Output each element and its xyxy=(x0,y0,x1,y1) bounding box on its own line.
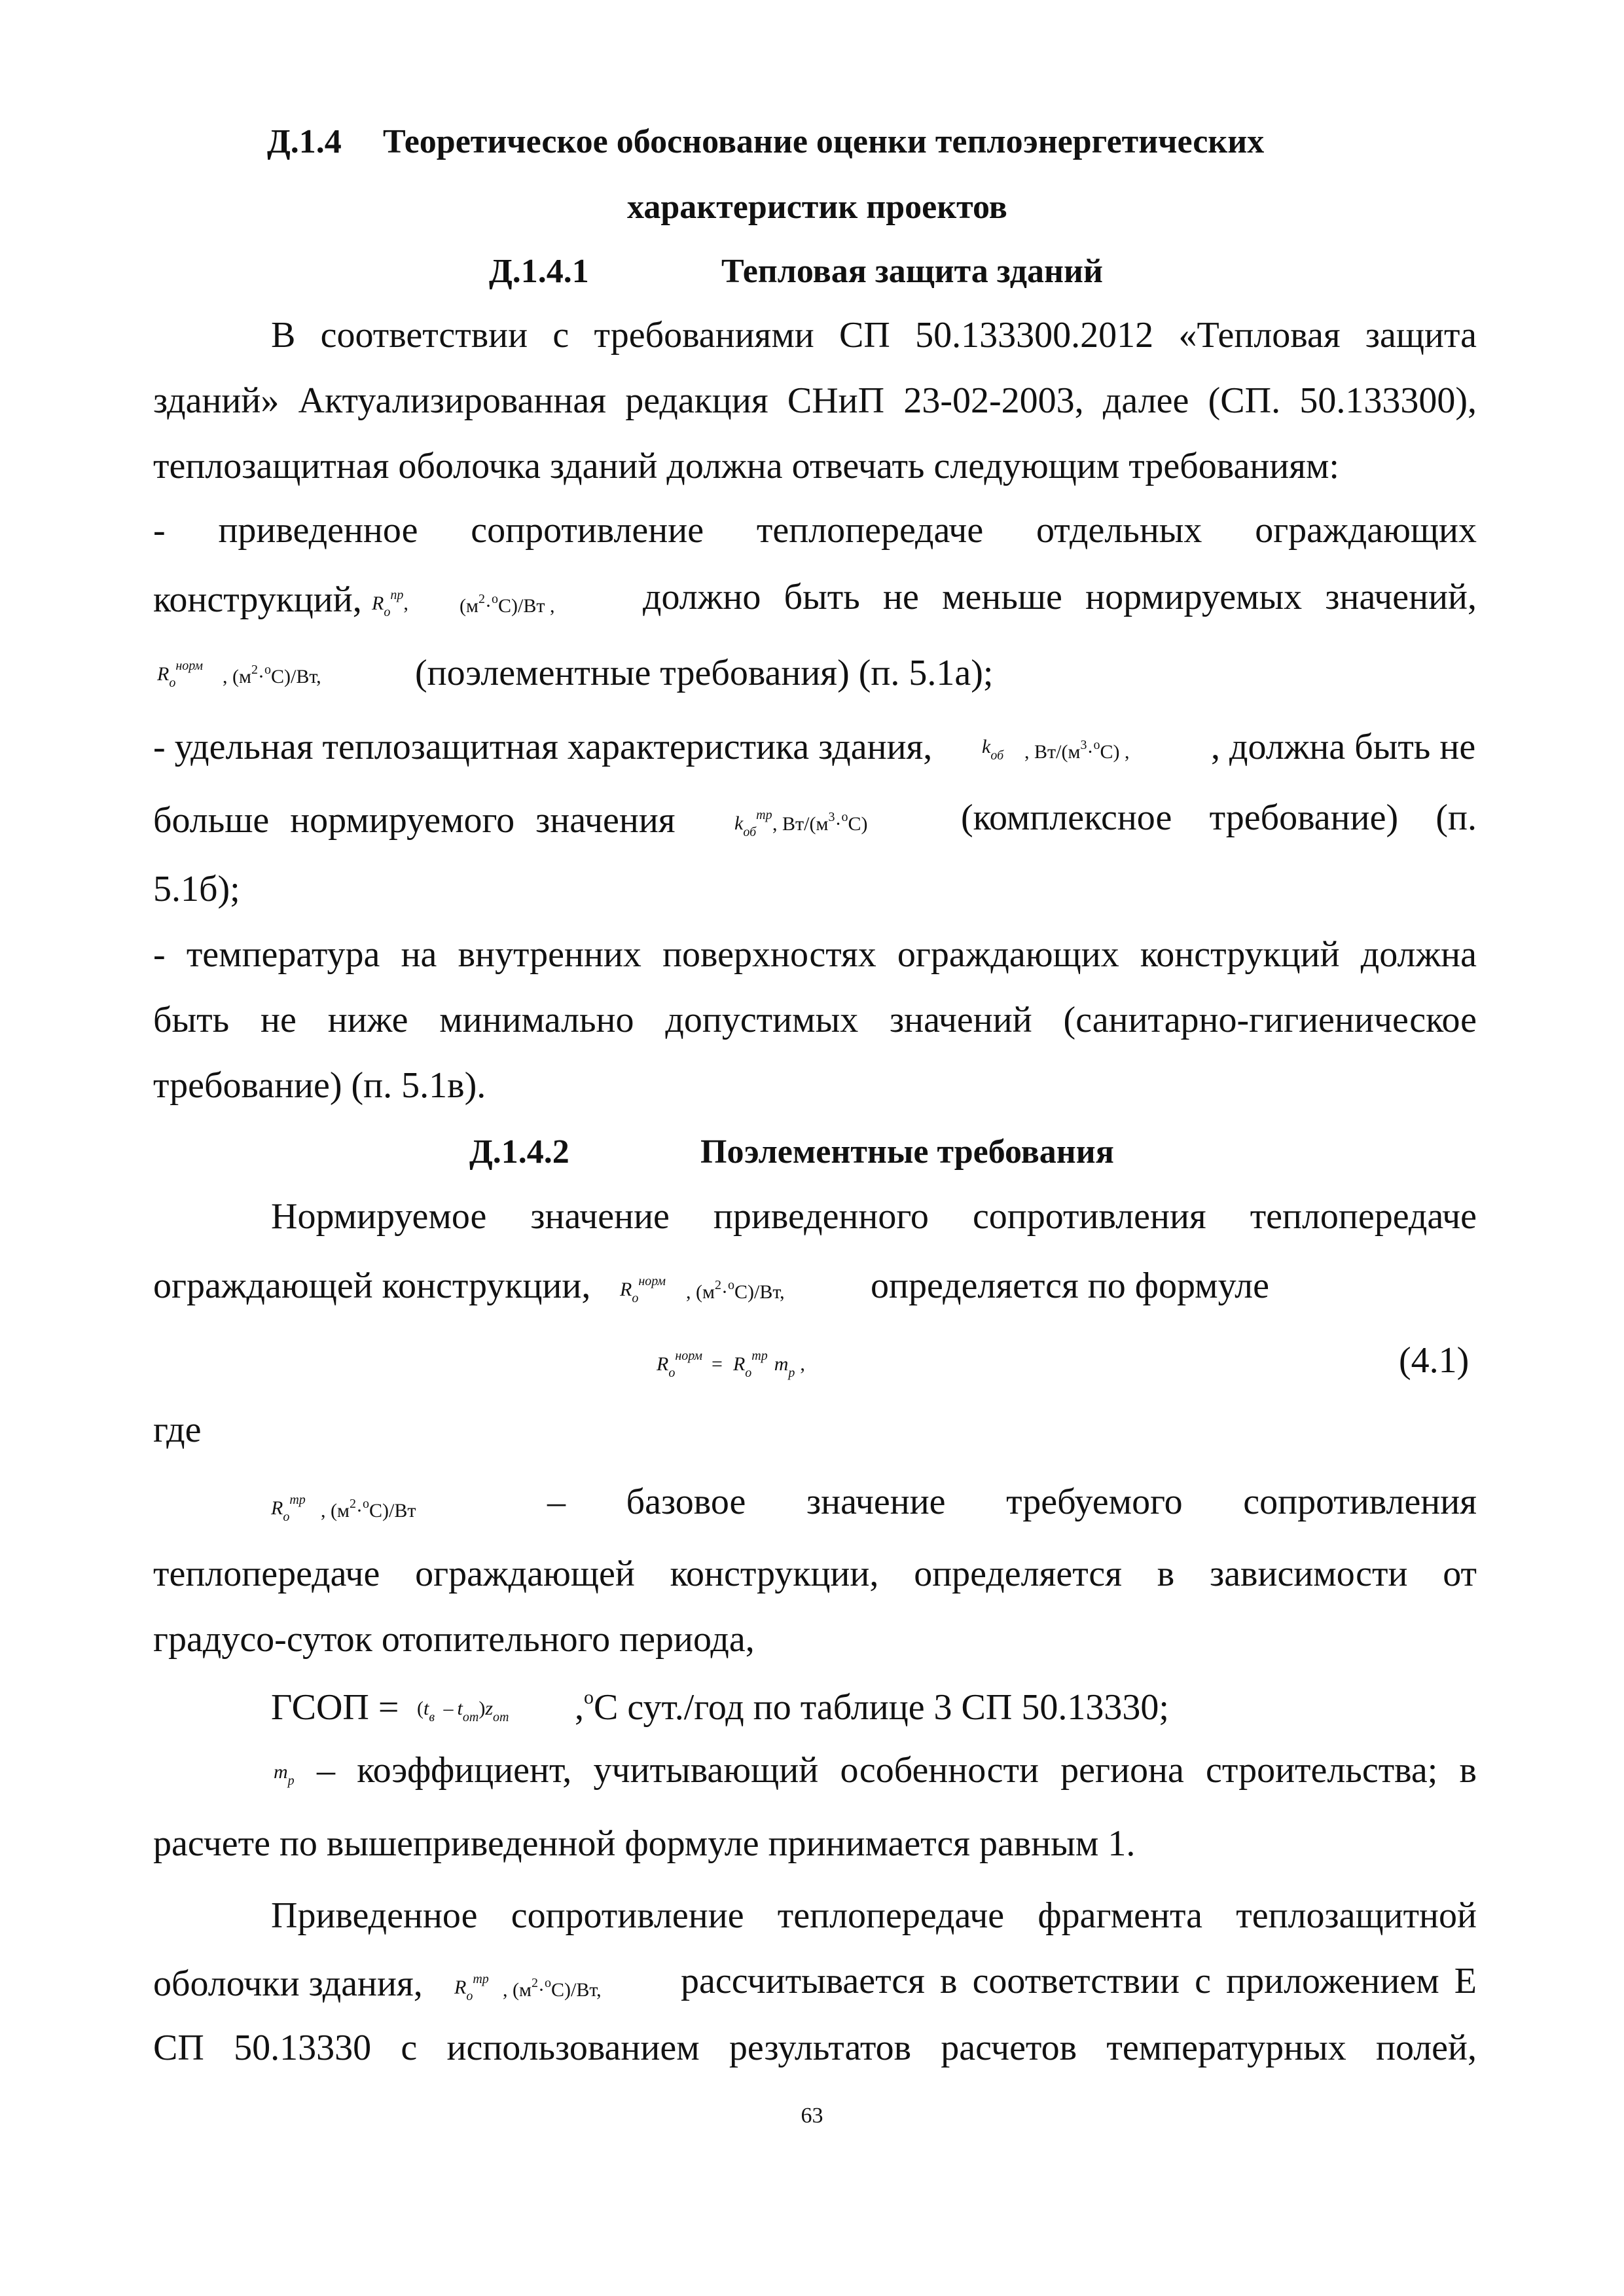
paragraph-line: СП 50.13330 с использованием результатов расчетов температурных полей, xyxy=(153,2028,1477,2068)
formula-subscript: о xyxy=(632,1291,639,1305)
formula-symbol: k xyxy=(982,736,991,757)
formula-symbol: R xyxy=(271,1497,283,1519)
unit-text: , (м xyxy=(503,1979,532,2001)
unit-m2c-per-wt xyxy=(503,1976,602,2001)
paragraph-line: Приведенное сопротивление теплопередаче фрагмента теплозащитной xyxy=(271,1895,1477,1936)
bullet-line: - приведенное сопротивление теплопередаче отдельных ограждающих xyxy=(153,510,1477,551)
heading-section-title-line1: Теоретическое обоснование оценки теплоэнергетических xyxy=(383,123,1265,160)
unit-text: · xyxy=(355,1500,363,1522)
formula-subscript: р xyxy=(788,1366,795,1380)
formula-subscript: о xyxy=(745,1366,752,1380)
paragraph-line: где xyxy=(153,1410,202,1450)
formula-subscript: об xyxy=(743,825,757,839)
unit-text: · xyxy=(484,595,492,617)
unit-text: (м xyxy=(460,595,478,617)
formula-subscript: о xyxy=(283,1510,290,1524)
paragraph-line: теплозащитная оболочка зданий должна отвечать следующим требованиям: xyxy=(153,446,1339,486)
unit-m2c-per-wt xyxy=(321,1497,416,1522)
formula-symbol: k xyxy=(734,812,744,834)
unit-text: С)/Вт, xyxy=(270,666,321,687)
unit-text: С) , xyxy=(1100,741,1130,763)
formula-subscript: от xyxy=(462,1710,479,1724)
paragraph-line: В соответствии с требованиями СП 50.133300.2012 «Тепловая защита xyxy=(271,315,1477,355)
formula-subscript: о xyxy=(668,1366,676,1380)
formula-text: ) xyxy=(478,1698,486,1719)
definition-line-segment: – базовое значение требуемого сопротивления xyxy=(547,1482,1477,1522)
unit-exponent: 2 xyxy=(714,1278,721,1292)
formula-symbol: t xyxy=(424,1698,429,1719)
unit-exponent: 3 xyxy=(1080,738,1087,752)
formula-4-1 xyxy=(657,1349,805,1381)
formula-subscript: о xyxy=(384,605,391,619)
formula-superscript: норм xyxy=(638,1274,666,1288)
formula-k-ob xyxy=(982,736,1003,763)
formula-subscript: о xyxy=(169,676,176,690)
bullet-line: - температура на внутренних поверхностях ограждающих конструкций должна xyxy=(153,934,1477,975)
formula-superscript: пр xyxy=(390,588,404,602)
unit-text: · xyxy=(537,1979,545,2001)
formula-R-tr xyxy=(271,1493,306,1525)
formula-text: , xyxy=(403,592,408,614)
formula-superscript: тр xyxy=(751,1349,768,1363)
formula-symbol: t xyxy=(457,1698,463,1719)
unit-wt-per-m3c xyxy=(1024,738,1129,763)
unit-text: С)/Вт, xyxy=(734,1281,785,1303)
heading-subsection-number: Д.1.4.2 xyxy=(469,1133,569,1171)
formula-k-ob-tr xyxy=(734,808,772,840)
definition-line: теплопередаче ограждающей конструкции, определяется в зависимости от xyxy=(153,1554,1477,1594)
bullet-line: быть не ниже минимально допустимых значений (санитарно-гигиеническое xyxy=(153,1000,1477,1040)
formula-symbol: m xyxy=(774,1353,789,1375)
bullet-line-segment: (комплексное требование) (п. xyxy=(961,797,1477,838)
heading-subsection-number: Д.1.4.1 xyxy=(489,253,589,290)
gsop-unit xyxy=(575,1686,1169,1728)
formula-subscript: о xyxy=(466,1989,473,2003)
unit-text: С)/Вт, xyxy=(550,1979,602,2001)
formula-superscript: тр xyxy=(756,808,772,822)
bullet-line: 5.1б); xyxy=(153,869,240,909)
heading-section-number: Д.1.4 xyxy=(267,123,342,160)
unit-exponent: 3 xyxy=(828,810,835,824)
unit-exponent: 2 xyxy=(531,1976,538,1990)
bullet-line-segment: конструкций, xyxy=(153,579,362,620)
bullet-line-segment: (поэлементные требования) (п. 5.1а); xyxy=(415,653,994,693)
formula-gsop xyxy=(417,1698,509,1725)
heading-subsection-title: Поэлементные требования xyxy=(700,1133,1114,1171)
formula-symbol: m xyxy=(274,1761,288,1783)
formula-subscript: от xyxy=(493,1710,509,1724)
formula-symbol: R xyxy=(372,592,384,614)
formula-subscript: р xyxy=(287,1774,295,1788)
formula-superscript: норм xyxy=(675,1349,703,1363)
paragraph-line: Нормируемое значение приведенного сопротивления теплопередаче xyxy=(271,1196,1477,1237)
gsop-label: ГСОП = xyxy=(271,1687,399,1728)
formula-R-tr xyxy=(454,1972,489,2004)
unit-m2c-per-wt xyxy=(686,1278,785,1303)
formula-m-p xyxy=(274,1761,295,1789)
unit-m2c-per-wt xyxy=(223,663,321,688)
paragraph-line: зданий» Актуализированная редакция СНиП 23-02-2003, далее (СП. 50.133300), xyxy=(153,380,1477,421)
paragraph-line-segment: определяется по формуле xyxy=(871,1266,1269,1306)
page-number: 63 xyxy=(801,2104,823,2128)
formula-subscript: в xyxy=(429,1710,435,1724)
unit-wt-per-m3c xyxy=(772,810,867,835)
unit-degree: о xyxy=(264,663,271,677)
bullet-line-segment: больше нормируемого значения xyxy=(153,800,676,841)
unit-text: С) xyxy=(848,813,868,835)
unit-exponent: 2 xyxy=(349,1497,356,1511)
definition-line-segment: – коэффициент, учитывающий особенности региона строительства; в xyxy=(317,1750,1477,1791)
formula-superscript: норм xyxy=(175,659,204,673)
formula-R-norm xyxy=(157,659,203,691)
unit-text: , (м xyxy=(321,1500,350,1522)
definition-line: расчете по вышеприведенной формуле принимается равным 1. xyxy=(153,1823,1136,1864)
unit-text: · xyxy=(835,813,842,835)
bullet-line-segment: должно быть не меньше нормируемых значений, xyxy=(643,577,1477,617)
paragraph-line-segment: оболочки здания, xyxy=(153,1963,423,2004)
paragraph-line-segment: ограждающей конструкции, xyxy=(153,1266,591,1306)
unit-text: , Вт/(м xyxy=(1024,741,1081,763)
formula-symbol: R xyxy=(620,1279,632,1300)
formula-text: , xyxy=(800,1353,805,1375)
formula-R-norm xyxy=(620,1274,666,1306)
formula-symbol: R xyxy=(657,1353,669,1375)
unit-text: · xyxy=(1087,741,1094,763)
unit-m2c-per-wt xyxy=(460,592,554,617)
unit-exponent: 2 xyxy=(251,663,258,677)
unit-text: , Вт/(м xyxy=(772,813,829,835)
formula-number: (4.1) xyxy=(1399,1340,1470,1381)
formula-operator: – xyxy=(443,1698,454,1719)
unit-degree: о xyxy=(727,1278,734,1292)
formula-R-pr xyxy=(372,588,408,620)
formula-text: ( xyxy=(417,1698,424,1719)
unit-text: С)/Вт xyxy=(369,1500,416,1522)
formula-subscript: об xyxy=(990,748,1004,763)
definition-line: градусо-суток отопительного периода, xyxy=(153,1619,755,1660)
unit-text: , (м xyxy=(223,666,251,687)
paragraph-line-segment: рассчитывается в соответствии с приложением Е xyxy=(681,1961,1477,2001)
unit-text: · xyxy=(257,666,264,687)
formula-operator: = xyxy=(712,1353,723,1375)
unit-degree: о xyxy=(1093,738,1100,752)
unit-text: С)/Вт , xyxy=(497,595,555,617)
unit-degree: о xyxy=(841,810,848,824)
bullet-line-segment: , должна быть не xyxy=(1211,727,1476,767)
bullet-line-segment: - удельная теплозащитная характеристика здания, xyxy=(153,727,933,767)
formula-symbol: R xyxy=(157,663,170,685)
unit-degree: о xyxy=(491,592,498,606)
heading-subsection-title: Тепловая защита зданий xyxy=(721,253,1103,290)
gsop-rest: С сут./год по таблице 3 СП 50.13330; xyxy=(594,1687,1169,1728)
formula-superscript: тр xyxy=(289,1493,306,1507)
gsop-comma: , xyxy=(575,1687,584,1728)
formula-symbol: R xyxy=(454,1977,467,1998)
formula-superscript: тр xyxy=(473,1972,489,1986)
bullet-line: требование) (п. 5.1в). xyxy=(153,1065,486,1106)
formula-symbol: R xyxy=(732,1353,746,1375)
unit-degree: о xyxy=(544,1976,551,1990)
unit-exponent: 2 xyxy=(478,592,485,606)
heading-section-title-line2: характеристик проектов xyxy=(627,189,1007,226)
unit-text: · xyxy=(721,1281,728,1303)
unit-degree: о xyxy=(362,1497,369,1511)
gsop-degree: о xyxy=(584,1686,594,1708)
formula-symbol: z xyxy=(485,1698,494,1719)
unit-text: , (м xyxy=(686,1281,715,1303)
